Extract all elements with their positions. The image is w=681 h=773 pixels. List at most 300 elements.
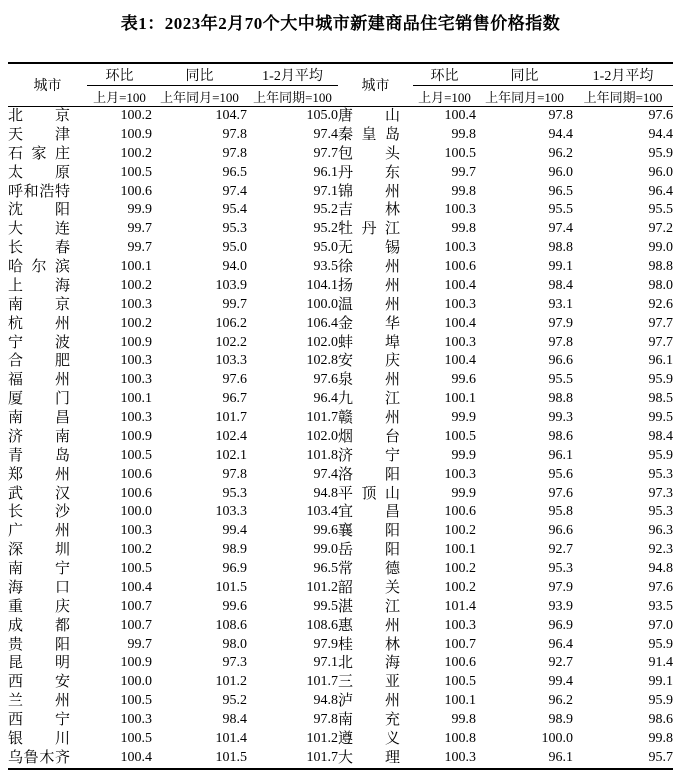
mom-cell: 100.3 [120,712,152,728]
mom-cell: 100.3 [444,334,476,350]
mom-cell: 100.2 [120,542,152,558]
avg-cell: 94.8 [313,485,338,501]
avg-cell: 99.1 [648,674,673,690]
city-name: 遵义 [338,730,400,747]
avg-cell: 96.4 [648,183,673,199]
table-row [8,673,673,692]
city-name: 唐山 [338,108,400,124]
avg-cell: 95.9 [648,372,673,388]
header-avg-base-right: 上年同期=100 [573,86,673,107]
city-cell [8,296,87,315]
city-cell [8,390,87,409]
city-name: 宁波 [8,334,70,351]
header-city-left: 城市 [8,63,87,107]
yoy-cell: 96.5 [548,183,573,199]
yoy-cell: 108.6 [215,617,247,633]
city-name: 安庆 [338,353,400,370]
avg-cell: 102.0 [306,334,338,350]
city-cell [8,636,87,655]
city-cell [8,485,87,504]
city-name: 昆明 [8,655,70,672]
avg-cell: 91.4 [648,655,673,671]
mom-cell: 100.5 [444,428,476,444]
city-name: 牡丹江 [338,221,400,238]
avg-cell: 96.1 [648,353,673,369]
table-row [8,107,673,126]
mom-cell: 100.3 [444,466,476,482]
table-row [8,711,673,730]
yoy-cell: 95.3 [222,485,247,501]
header-yoy-base-right: 上年同月=100 [476,86,573,107]
city-name: 三亚 [338,674,400,691]
header-avg-right: 1-2月平均 [573,63,673,86]
city-cell [8,352,87,371]
yoy-cell: 104.7 [215,108,247,124]
mom-cell: 100.4 [444,277,476,293]
city-cell [338,201,413,220]
mom-cell: 99.7 [127,221,152,237]
mom-cell: 100.9 [120,126,152,142]
city-name: 贵阳 [8,636,70,653]
city-name: 包头 [338,145,400,162]
yoy-cell: 96.2 [548,145,573,161]
city-cell [338,220,413,239]
city-cell [338,579,413,598]
city-name: 厦门 [8,391,70,408]
mom-cell: 100.3 [120,353,152,369]
table-row [8,522,673,541]
yoy-cell: 101.4 [215,730,247,746]
city-cell [338,428,413,447]
city-cell [338,503,413,522]
yoy-cell: 102.1 [215,447,247,463]
avg-cell: 95.9 [648,693,673,709]
yoy-cell: 97.6 [222,372,247,388]
mom-cell: 99.8 [451,712,476,728]
city-name: 成都 [8,617,70,634]
avg-cell: 94.8 [313,693,338,709]
mom-cell: 100.1 [444,542,476,558]
city-cell [8,673,87,692]
avg-cell: 99.6 [313,523,338,539]
city-name: 海口 [8,579,70,596]
yoy-cell: 96.1 [548,749,573,765]
header-mom-left: 环比 [87,63,152,86]
mom-cell: 99.9 [451,410,476,426]
price-index-table [8,62,673,770]
avg-cell: 100.0 [306,296,338,312]
city-cell [338,711,413,730]
city-name: 哈尔滨 [8,259,70,275]
mom-cell: 100.5 [120,447,152,463]
table-row [8,541,673,560]
mom-cell: 100.5 [120,693,152,709]
avg-cell: 96.5 [313,561,338,577]
yoy-cell: 101.2 [215,674,247,690]
mom-cell: 100.2 [120,315,152,331]
city-name: 兰州 [8,693,70,710]
avg-cell: 96.4 [313,391,338,407]
yoy-cell: 103.9 [215,277,247,293]
city-cell [8,145,87,164]
avg-cell: 94.8 [648,561,673,577]
city-cell [338,541,413,560]
city-name: 湛江 [338,598,400,615]
header-yoy-left: 同比 [152,63,247,86]
mom-cell: 100.6 [444,504,476,520]
avg-cell: 99.0 [313,542,338,558]
yoy-cell: 96.6 [548,353,573,369]
yoy-cell: 98.9 [222,542,247,558]
yoy-cell: 101.5 [215,749,247,765]
mom-cell: 100.3 [444,617,476,633]
table-row [8,749,673,769]
table-row [8,428,673,447]
yoy-cell: 97.6 [548,485,573,501]
city-name: 上海 [8,277,70,294]
mom-cell: 100.4 [444,108,476,124]
city-name: 长春 [8,240,70,257]
avg-cell: 98.5 [648,391,673,407]
avg-cell: 95.0 [313,240,338,256]
city-name: 长沙 [8,504,70,521]
avg-cell: 95.2 [313,221,338,237]
yoy-cell: 96.9 [548,617,573,633]
city-cell [338,371,413,390]
table-row [8,579,673,598]
yoy-cell: 99.4 [222,523,247,539]
city-cell [338,145,413,164]
city-name: 武汉 [8,485,70,502]
city-name: 合肥 [8,353,70,370]
city-cell [338,447,413,466]
yoy-cell: 96.2 [548,693,573,709]
avg-cell: 95.9 [648,145,673,161]
yoy-cell: 96.1 [548,447,573,463]
avg-cell: 95.3 [648,466,673,482]
city-name: 北海 [338,655,400,672]
city-name: 泉州 [338,372,400,389]
yoy-cell: 106.2 [215,315,247,331]
city-name: 金华 [338,315,400,332]
avg-cell: 97.4 [313,126,338,142]
avg-cell: 97.7 [648,334,673,350]
yoy-cell: 92.7 [548,542,573,558]
city-cell [8,371,87,390]
mom-cell: 99.7 [127,240,152,256]
mom-cell: 100.7 [120,598,152,614]
yoy-cell: 97.4 [222,183,247,199]
city-cell [338,390,413,409]
yoy-cell: 92.7 [548,655,573,671]
avg-cell: 101.7 [306,410,338,426]
city-name: 蚌埠 [338,334,400,351]
city-name: 襄阳 [338,523,400,540]
city-name: 徐州 [338,259,400,275]
mom-cell: 100.5 [120,561,152,577]
header-city-right: 城市 [338,63,413,107]
avg-cell: 97.3 [648,485,673,501]
city-cell [338,277,413,296]
city-cell [8,522,87,541]
city-name: 太原 [8,164,70,181]
city-cell [338,485,413,504]
city-cell [338,560,413,579]
table-row [8,296,673,315]
mom-cell: 99.8 [451,183,476,199]
yoy-cell: 96.9 [222,561,247,577]
mom-cell: 101.4 [444,598,476,614]
yoy-cell: 97.8 [548,334,573,350]
avg-cell: 97.4 [313,466,338,482]
mom-cell: 100.6 [120,466,152,482]
yoy-cell: 98.6 [548,428,573,444]
avg-cell: 104.1 [306,277,338,293]
city-name: 杭州 [8,315,70,332]
avg-cell: 92.3 [648,542,673,558]
avg-cell: 106.4 [306,315,338,331]
city-name: 大理 [338,749,400,766]
city-cell [8,220,87,239]
city-name: 北京 [8,108,70,124]
avg-cell: 99.5 [648,410,673,426]
city-cell [338,673,413,692]
mom-cell: 100.2 [444,523,476,539]
table-row [8,258,673,277]
city-cell [338,749,413,769]
yoy-cell: 97.4 [548,221,573,237]
city-cell [8,428,87,447]
city-cell [338,409,413,428]
yoy-cell: 98.0 [222,636,247,652]
mom-cell: 100.1 [120,259,152,275]
mom-cell: 100.2 [444,579,476,595]
city-name: 大连 [8,221,70,238]
city-cell [8,654,87,673]
city-cell [8,560,87,579]
city-name: 九江 [338,391,400,408]
mom-cell: 100.7 [120,617,152,633]
city-cell [8,598,87,617]
city-name: 西宁 [8,712,70,728]
header-avg-base-left: 上年同期=100 [247,86,338,107]
city-cell [8,503,87,522]
city-name: 赣州 [338,410,400,426]
city-cell [8,239,87,258]
yoy-cell: 93.9 [548,598,573,614]
yoy-cell: 103.3 [215,353,247,369]
table-row [8,390,673,409]
mom-cell: 100.9 [120,428,152,444]
avg-cell: 101.7 [306,749,338,765]
avg-cell: 101.2 [306,579,338,595]
avg-cell: 95.3 [648,504,673,520]
yoy-cell: 98.8 [548,391,573,407]
city-cell [8,315,87,334]
avg-cell: 97.7 [648,315,673,331]
yoy-cell: 99.6 [222,598,247,614]
mom-cell: 100.2 [120,277,152,293]
yoy-cell: 95.8 [548,504,573,520]
mom-cell: 100.6 [444,655,476,671]
table-header [8,63,673,107]
city-cell [8,183,87,202]
yoy-cell: 98.4 [222,712,247,728]
city-cell [8,126,87,145]
yoy-cell: 96.6 [548,523,573,539]
yoy-cell: 95.3 [222,221,247,237]
yoy-cell: 98.8 [548,240,573,256]
table-row [8,466,673,485]
yoy-cell: 103.3 [215,504,247,520]
mom-cell: 100.5 [444,145,476,161]
table-row [8,409,673,428]
avg-cell: 103.4 [306,504,338,520]
city-cell [8,277,87,296]
table-row [8,352,673,371]
city-cell [8,334,87,353]
table-row [8,503,673,522]
mom-cell: 100.0 [120,504,152,520]
avg-cell: 93.5 [648,598,673,614]
mom-cell: 100.3 [444,202,476,218]
city-cell [338,598,413,617]
avg-cell: 97.8 [313,712,338,728]
city-name: 乌鲁木齐 [8,749,70,766]
city-name: 青岛 [8,447,70,464]
mom-cell: 100.4 [120,579,152,595]
mom-cell: 99.6 [451,372,476,388]
city-name: 天津 [8,126,70,143]
mom-cell: 100.9 [120,655,152,671]
table-row [8,164,673,183]
avg-cell: 97.9 [313,636,338,652]
table-title: 表1：2023年2月70个大中城市新建商品住宅销售价格指数 [120,14,561,33]
table-body [8,107,673,769]
mom-cell: 100.9 [120,334,152,350]
avg-cell: 97.1 [313,655,338,671]
mom-cell: 100.3 [444,296,476,312]
yoy-cell: 100.0 [541,730,573,746]
mom-cell: 100.4 [444,315,476,331]
avg-cell: 97.6 [648,108,673,124]
yoy-cell: 99.3 [548,410,573,426]
avg-cell: 99.0 [648,240,673,256]
avg-cell: 97.7 [313,145,338,161]
table-row [8,201,673,220]
city-cell [338,239,413,258]
mom-cell: 100.3 [120,410,152,426]
yoy-cell: 95.3 [548,561,573,577]
city-name: 呼和浩特 [8,183,70,200]
avg-cell: 98.6 [648,712,673,728]
avg-cell: 94.4 [648,126,673,142]
mom-cell: 100.6 [444,259,476,275]
table-row [8,692,673,711]
city-name: 南充 [338,712,400,728]
yoy-cell: 95.0 [222,240,247,256]
city-name: 南昌 [8,410,70,426]
city-cell [8,579,87,598]
mom-cell: 100.2 [120,108,152,124]
avg-cell: 95.7 [648,749,673,765]
avg-cell: 95.9 [648,636,673,652]
avg-cell: 97.1 [313,183,338,199]
city-name: 温州 [338,296,400,313]
avg-cell: 102.0 [306,428,338,444]
yoy-cell: 97.8 [222,145,247,161]
table-row [8,277,673,296]
mom-cell: 100.3 [444,240,476,256]
yoy-cell: 97.3 [222,655,247,671]
table-row [8,617,673,636]
mom-cell: 100.3 [444,749,476,765]
city-name: 南京 [8,296,70,313]
avg-cell: 97.6 [648,579,673,595]
city-cell [338,522,413,541]
mom-cell: 100.3 [120,523,152,539]
city-cell [8,711,87,730]
city-name: 广州 [8,523,70,540]
city-name: 锦州 [338,183,400,200]
city-cell [8,730,87,749]
city-cell [8,617,87,636]
avg-cell: 93.5 [313,259,338,275]
city-name: 丹东 [338,164,400,181]
table-row [8,654,673,673]
city-name: 重庆 [8,598,70,615]
city-cell [8,164,87,183]
table-row [8,485,673,504]
city-cell [338,296,413,315]
city-name: 郑州 [8,466,70,483]
city-name: 扬州 [338,277,400,294]
city-cell [8,541,87,560]
mom-cell: 100.1 [120,391,152,407]
mom-cell: 100.5 [120,730,152,746]
yoy-cell: 96.5 [222,164,247,180]
city-name: 常德 [338,561,400,577]
table-row [8,315,673,334]
table-row [8,730,673,749]
city-cell [338,617,413,636]
avg-cell: 105.0 [306,108,338,124]
yoy-cell: 93.1 [548,296,573,312]
header-mom-base-right: 上月=100 [413,86,476,107]
avg-cell: 95.9 [648,447,673,463]
city-cell [8,749,87,769]
avg-cell: 101.7 [306,674,338,690]
mom-cell: 100.2 [120,145,152,161]
city-name: 济宁 [338,447,400,464]
yoy-cell: 95.5 [548,202,573,218]
city-name: 秦皇岛 [338,126,400,143]
mom-cell: 100.4 [444,353,476,369]
city-name: 洛阳 [338,466,400,483]
avg-cell: 99.5 [313,598,338,614]
table-row [8,126,673,145]
yoy-cell: 97.8 [222,466,247,482]
avg-cell: 97.6 [313,372,338,388]
table-row [8,636,673,655]
yoy-cell: 101.7 [215,410,247,426]
mom-cell: 99.9 [127,202,152,218]
yoy-cell: 95.5 [548,372,573,388]
yoy-cell: 94.0 [222,259,247,275]
mom-cell: 100.0 [120,674,152,690]
yoy-cell: 98.9 [548,712,573,728]
city-cell [8,447,87,466]
